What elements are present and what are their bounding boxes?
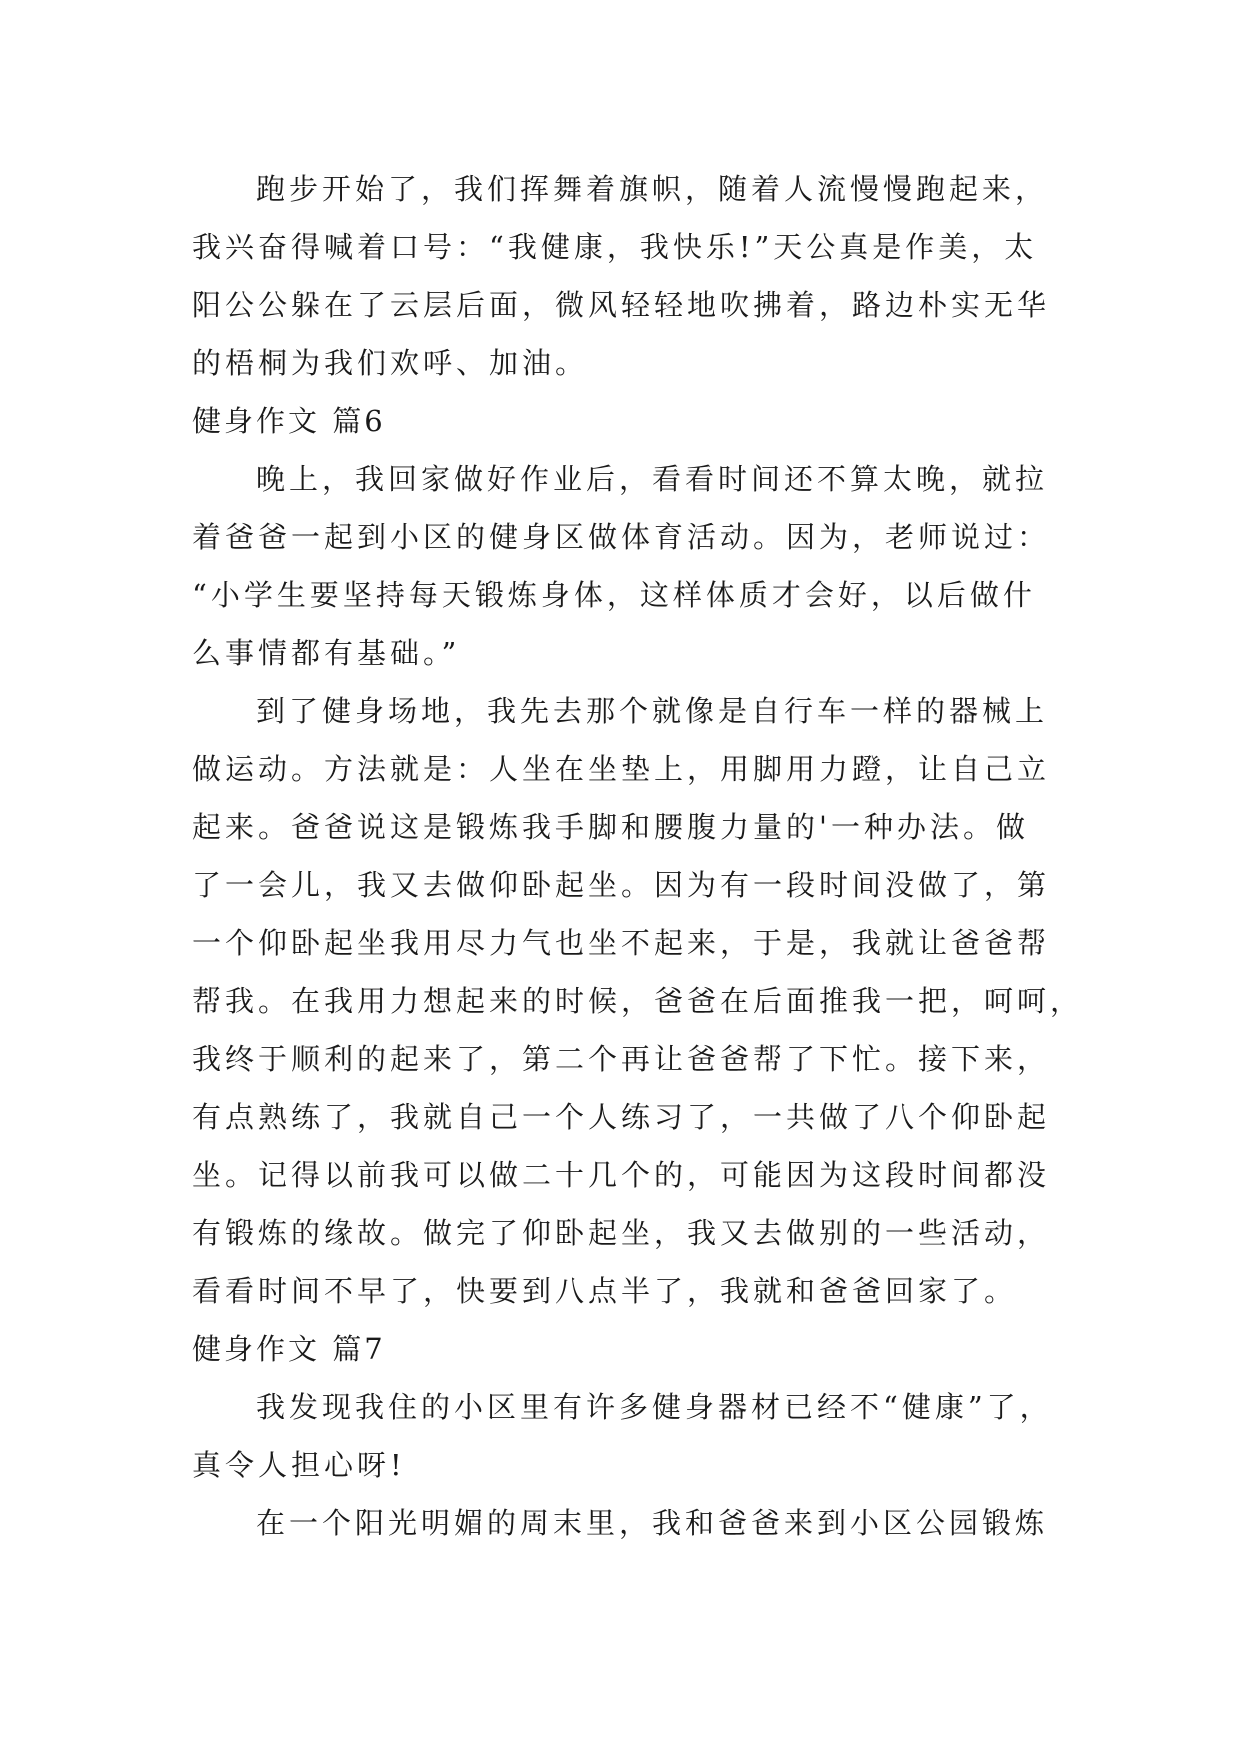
paragraph-line: 我终于顺利的起来了，第二个再让爸爸帮了下忙。接下来， [192, 1042, 1051, 1076]
document-body [192, 160, 1084, 1552]
paragraph-first-line: 晚上，我回家做好作业后，看看时间还不算太晚，就拉 [256, 462, 1049, 496]
paragraph-line: 真令人担心呀! [192, 1448, 406, 1482]
paragraph-line: 我兴奋得喊着口号：“我健康，我快乐!”天公真是作美，太 [192, 230, 1038, 264]
paragraph-line: 做运动。方法就是：人坐在坐垫上，用脚用力蹬，让自己立 [192, 752, 1051, 786]
paragraph-line: 阳公公躲在了云层后面，微风轻轻地吹拂着，路边朴实无华 [192, 288, 1051, 322]
paragraph-line: 有锻炼的缘故。做完了仰卧起坐，我又去做别的一些活动， [192, 1216, 1051, 1250]
paragraph-line: 坐。记得以前我可以做二十几个的，可能因为这段时间都没 [192, 1158, 1051, 1192]
section-heading: 健身作文 篇6 [192, 404, 386, 438]
paragraph-line: 么事情都有基础。” [192, 636, 461, 670]
paragraph-line: 看看时间不早了，快要到八点半了，我就和爸爸回家了。 [192, 1274, 1018, 1308]
paragraph-line: 有点熟练了，我就自己一个人练习了，一共做了八个仰卧起 [192, 1100, 1051, 1134]
paragraph-line: 帮我。在我用力想起来的时候，爸爸在后面推我一把，呵呵， [192, 984, 1084, 1018]
section-heading: 健身作文 篇7 [192, 1332, 386, 1366]
paragraph-line: 的梧桐为我们欢呼、加油。 [192, 346, 589, 380]
paragraph-line: 起来。爸爸说这是锻炼我手脚和腰腹力量的'一种办法。做 [192, 810, 1029, 844]
paragraph-first-line: 到了健身场地，我先去那个就像是自行车一样的器械上 [256, 694, 1049, 728]
paragraph-first-line: 在一个阳光明媚的周末里，我和爸爸来到小区公园锻炼 [256, 1506, 1049, 1540]
paragraph-line: 一个仰卧起坐我用尽力气也坐不起来，于是，我就让爸爸帮 [192, 926, 1051, 960]
paragraph-line: 着爸爸一起到小区的健身区做体育活动。因为，老师说过： [192, 520, 1051, 554]
paragraph-line: “小学生要坚持每天锻炼身体，这样体质才会好，以后做什 [192, 578, 1036, 612]
paragraph-first-line: 跑步开始了，我们挥舞着旗帜，随着人流慢慢跑起来， [256, 172, 1049, 206]
paragraph-line: 了一会儿，我又去做仰卧起坐。因为有一段时间没做了，第 [192, 868, 1051, 902]
paragraph-first-line: 我发现我住的小区里有许多健身器材已经不“健康”了， [256, 1390, 1053, 1424]
